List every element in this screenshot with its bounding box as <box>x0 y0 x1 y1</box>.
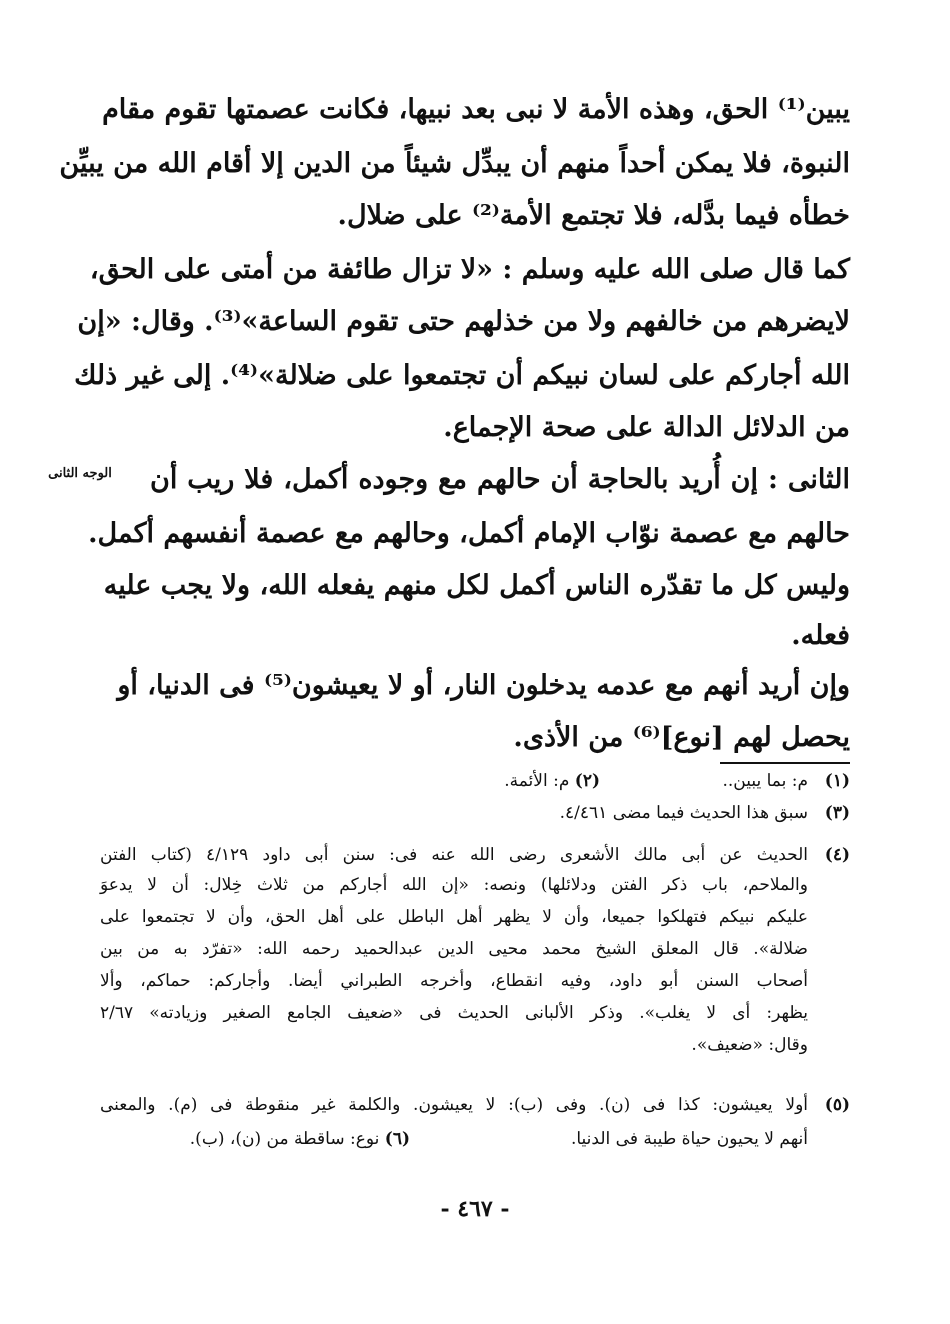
footnote-4-line: أصحاب السنن أبو داود، وفيه انقطاع، وأخرجه الطبراني أيضا. وأجاركم: حماكم، وألا <box>100 971 808 991</box>
body-line: خطأه فيما بدَّله، فلا تجتمع الأمة⁽²⁾ على ضلال. <box>337 200 850 231</box>
footnote-3-text: سبق هذا الحديث فيما مضى ٤/٤٦١. <box>559 803 808 823</box>
body-line: وإن أريد أنهم مع عدمه يدخلون النار، أو لا يعيشون⁽⁵⁾ فى الدنيا، أو <box>117 670 850 701</box>
body-line: النبوة، فلا يمكن أحداً منهم أن يبدِّل شيئاً من الدين إلا أقام الله من يبيِّن <box>59 148 850 179</box>
footnote-5-line: أولا يعيشون: كذا فى (ن). وفى (ب): لا يعيشون. والكلمة غير منقوطة فى (م). والمعنى <box>100 1095 808 1115</box>
footnote-6-text: نوع: ساقطة من (ن)، (ب). <box>189 1129 380 1149</box>
body-line: من الدلائل الدالة على صحة الإجماع. <box>443 412 850 443</box>
body-line: يبين⁽¹⁾ الحق، وهذه الأمة لا نبى بعد نبيها، فكانت عصمتها تقوم مقام <box>102 94 850 125</box>
footnote-number: (٤) <box>824 845 850 865</box>
body-line: يحصل لهم [نوع]⁽⁶⁾ من الأذى. <box>513 722 850 753</box>
footnote-1-text: م: بما يبين.. <box>722 771 808 791</box>
margin-note: الوجه الثانى <box>48 466 112 481</box>
footnote-4-line: والملاحم، باب ذكر الفتن ودلائلها) ونصه: «إن الله أجاركم من ثلاث خِلال: أن لا يدعوَ <box>100 875 808 895</box>
footnote-number: (٣) <box>824 803 850 823</box>
body-line: الثانى : إن أُريد بالحاجة أن حالهم مع وجوده أكمل، فلا ريب أن <box>150 464 850 495</box>
footnote-2-text: م: الأئمة. <box>504 771 570 791</box>
footnote-separator <box>720 762 850 764</box>
page-number: - ٤٦٧ - <box>440 1196 510 1222</box>
footnote-number: (٢) <box>574 771 600 791</box>
body-line: فعله. <box>791 620 850 651</box>
footnote-4-line: الحديث عن أبى مالك الأشعرى رضى الله عنه فى: سنن أبى داود ٤/١٢٩ (كتاب الفتن <box>100 845 808 865</box>
footnote-4-line: عليكم نبيكم فتهلكوا جميعا، وأن لا يظهر أهل الباطل على أهل الحق، وأن لا تجتمعوا على <box>100 907 808 927</box>
footnote-4-line: ضلالة». قال المعلق الشيخ محمد محيى الدين عبدالحميد رحمه الله: «تفرّد به من بين <box>100 939 808 959</box>
body-line: كما قال صلى الله عليه وسلم : «لا تزال طائفة من أمتى على الحق، <box>89 254 850 285</box>
footnote-4-line: وقال: «ضعيف». <box>691 1035 808 1055</box>
footnote-6 <box>190 1126 410 1152</box>
footnote-number: (٥) <box>824 1095 850 1115</box>
footnote-4-line: يظهر: أى لا يغلب». وذكر الألبانى الحديث فى «ضعيف الجامع الصغير وزيادته» ٢/٦٧ <box>100 1003 808 1023</box>
body-line: الله أجاركم على لسان نبيكم أن تجتمعوا على ضلالة»⁽⁴⁾. إلى غير ذلك <box>74 360 850 391</box>
body-line: وليس كل ما تقدّره الناس أكمل لكل منهم يفعله الله، ولا يجب عليه <box>103 570 850 601</box>
body-line: حالهم مع عصمة نوّاب الإمام أكمل، وحالهم مع عصمة أنفسهم أكمل. <box>88 518 850 549</box>
footnote-number: (١) <box>824 771 850 791</box>
body-line: لايضرهم من خالفهم ولا من خذلهم حتى تقوم الساعة»⁽³⁾. وقال: «إن <box>77 306 850 337</box>
footnote-2 <box>504 768 600 794</box>
footnote-5-line: أنهم لا يحيون حياة طيبة فى الدنيا. <box>570 1129 808 1149</box>
footnote-number: (٦) <box>384 1129 410 1149</box>
